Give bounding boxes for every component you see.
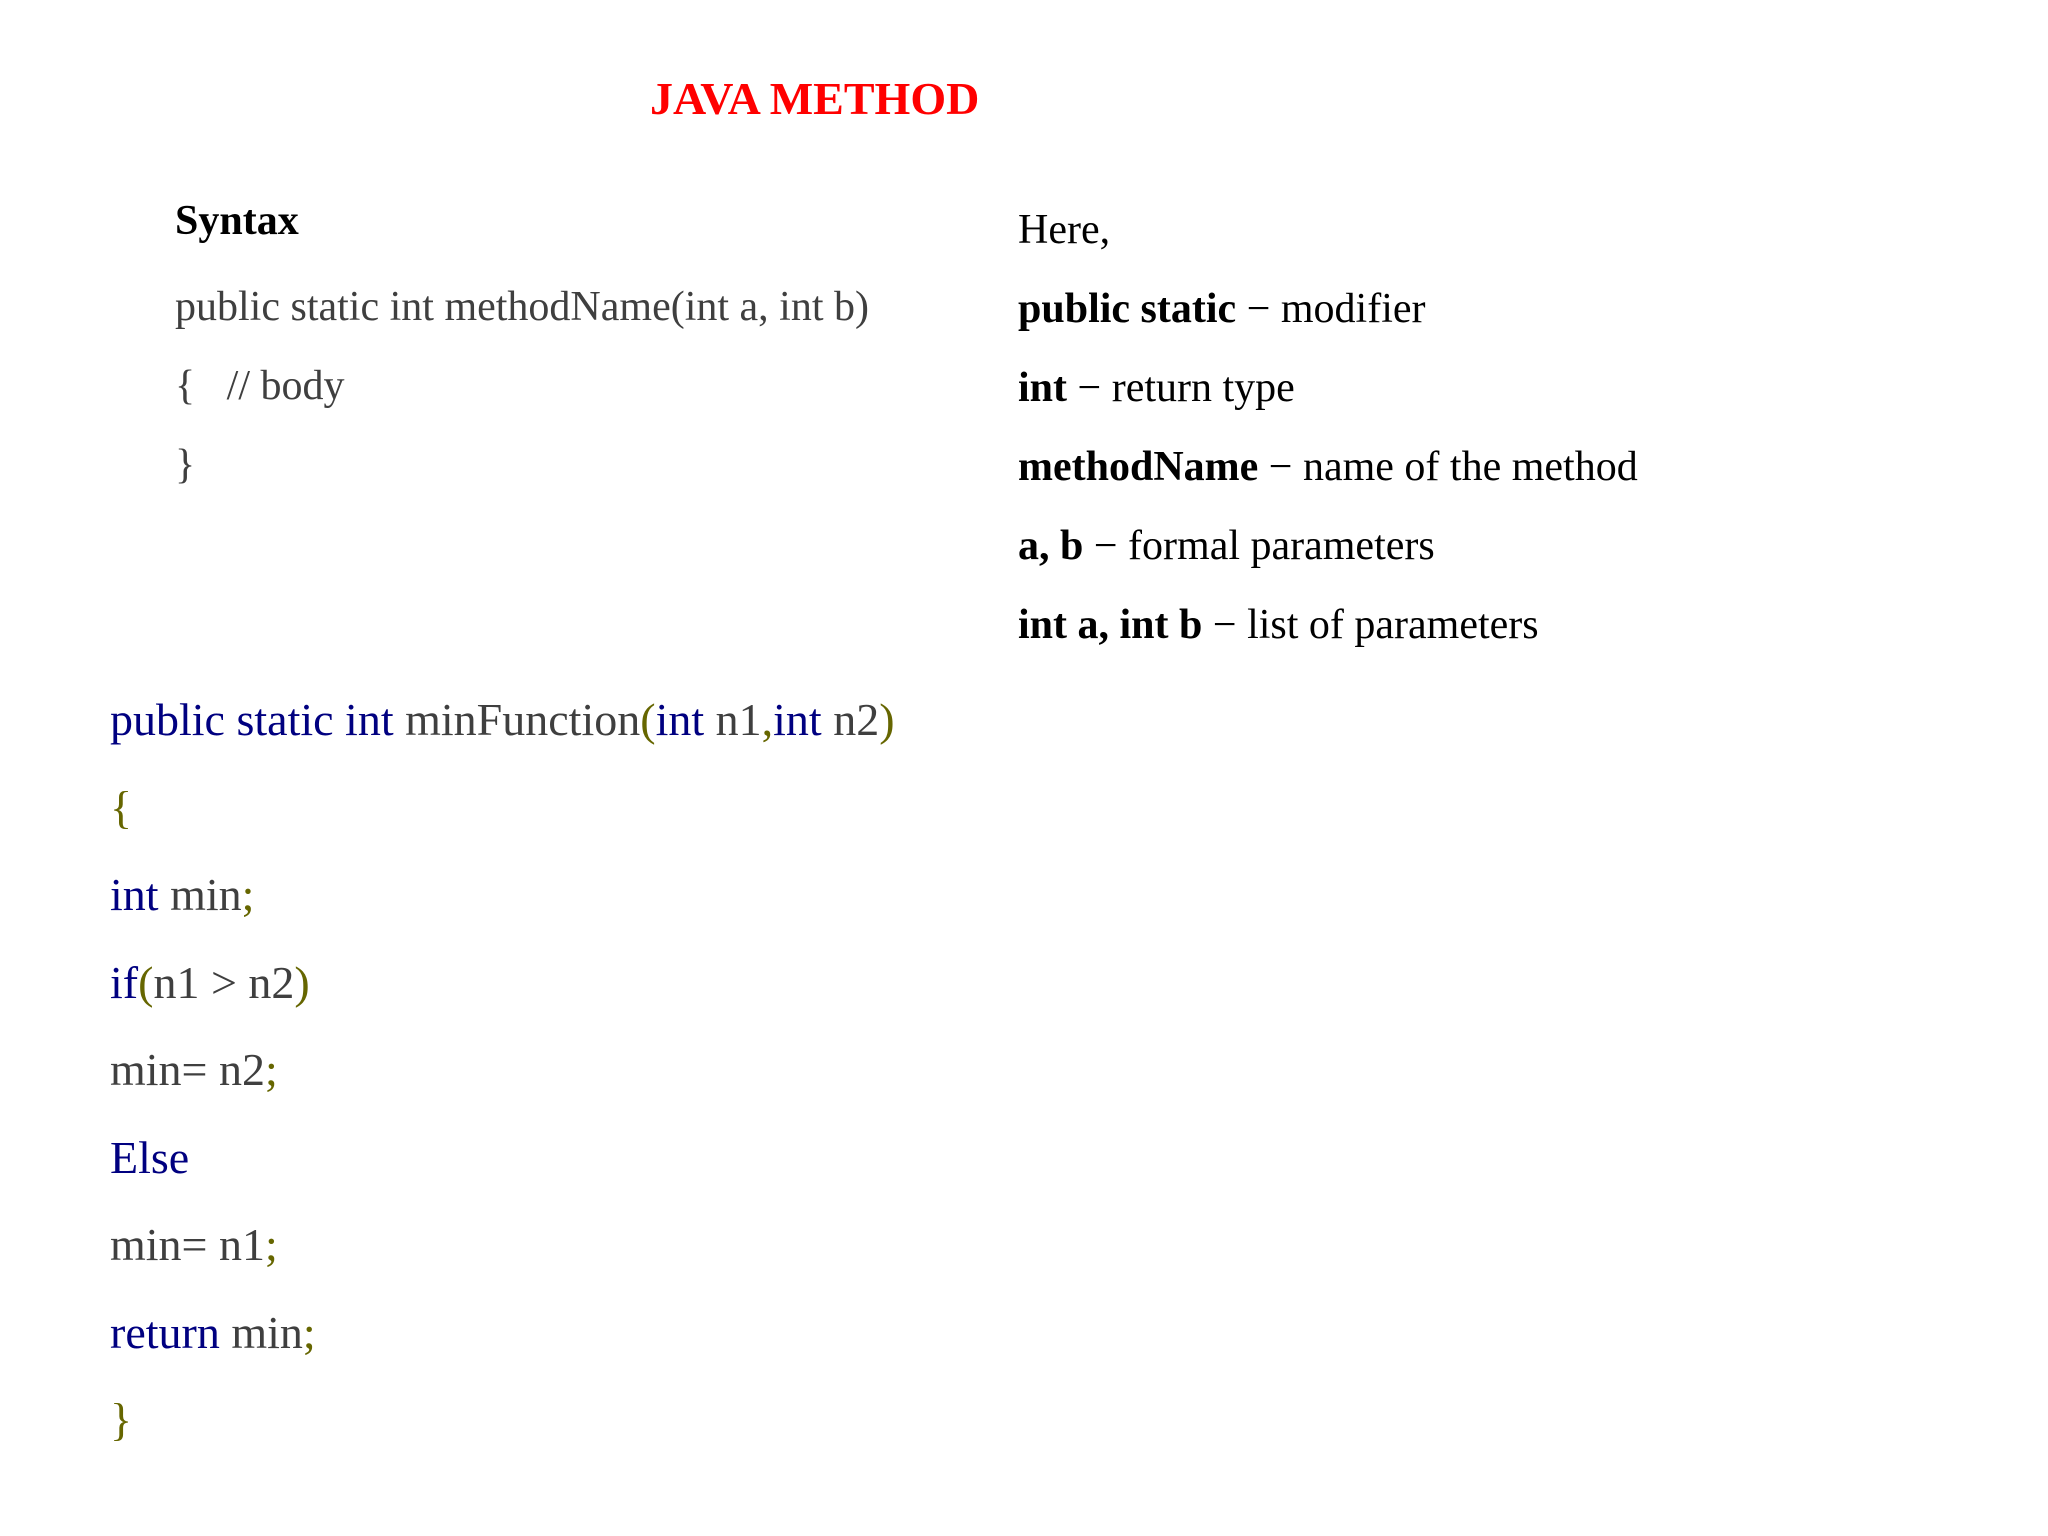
- legend-item: [1018, 437, 1638, 516]
- code-token: {: [110, 781, 133, 833]
- code-line: [110, 1390, 895, 1478]
- code-token: (: [138, 956, 154, 1008]
- legend-item: [1018, 279, 1638, 358]
- legend-item: [1018, 595, 1638, 674]
- code-line: [110, 1040, 895, 1128]
- code-block: [110, 690, 895, 1478]
- legend-desc: − list of parameters: [1202, 602, 1539, 648]
- code-token: ): [294, 956, 310, 1008]
- code-token: if: [110, 956, 139, 1008]
- code-token: ;: [265, 1219, 278, 1270]
- legend-term: int a, int b: [1018, 602, 1203, 648]
- code-token: (: [640, 694, 656, 745]
- syntax-heading: Syntax: [175, 198, 299, 244]
- legend-desc: − formal parameters: [1083, 523, 1435, 569]
- legend-term: public static: [1018, 286, 1237, 332]
- code-token: ;: [241, 869, 255, 920]
- code-token: int: [110, 869, 159, 920]
- legend-term: methodName: [1018, 444, 1259, 490]
- syntax-line: { // body: [175, 363, 345, 409]
- code-line: [110, 1303, 895, 1391]
- code-token: ,: [761, 694, 774, 745]
- code-token: Else: [110, 1131, 190, 1183]
- legend: [1018, 200, 1638, 674]
- code-token: min: [219, 1306, 303, 1358]
- code-token: int: [773, 694, 822, 745]
- code-token: n1: [704, 694, 762, 745]
- code-line: [110, 1215, 895, 1303]
- code-token: ): [879, 694, 895, 745]
- syntax-line: public static int methodName(int a, int b): [175, 284, 870, 330]
- syntax-block: [175, 196, 869, 505]
- code-token: public static int: [110, 694, 394, 745]
- legend-desc: − modifier: [1236, 286, 1426, 332]
- legend-item: [1018, 516, 1638, 595]
- code-token: n1 > n2: [153, 956, 295, 1008]
- code-line: [110, 1128, 895, 1216]
- legend-item: [1018, 358, 1638, 437]
- code-token: min: [158, 869, 242, 920]
- legend-intro: Here,: [1018, 207, 1111, 253]
- code-token: }: [110, 1394, 133, 1445]
- code-line: [110, 953, 895, 1041]
- code-line: [110, 778, 895, 866]
- legend-desc: − return type: [1067, 365, 1295, 411]
- code-line: [110, 865, 895, 953]
- legend-term: a, b: [1018, 523, 1084, 569]
- code-token: min= n2: [110, 1044, 266, 1095]
- code-token: ;: [265, 1044, 278, 1095]
- code-token: min= n1: [110, 1219, 266, 1270]
- legend-term: int: [1018, 365, 1068, 411]
- legend-desc: − name of the method: [1258, 444, 1638, 490]
- syntax-line: }: [175, 442, 196, 488]
- code-token: int: [655, 694, 705, 745]
- code-token: minFunction: [393, 694, 641, 745]
- code-token: n2: [821, 694, 880, 745]
- page-title: JAVA METHOD: [650, 73, 980, 124]
- code-token: return: [110, 1306, 220, 1358]
- code-line: [110, 690, 895, 778]
- code-token: ;: [302, 1306, 316, 1358]
